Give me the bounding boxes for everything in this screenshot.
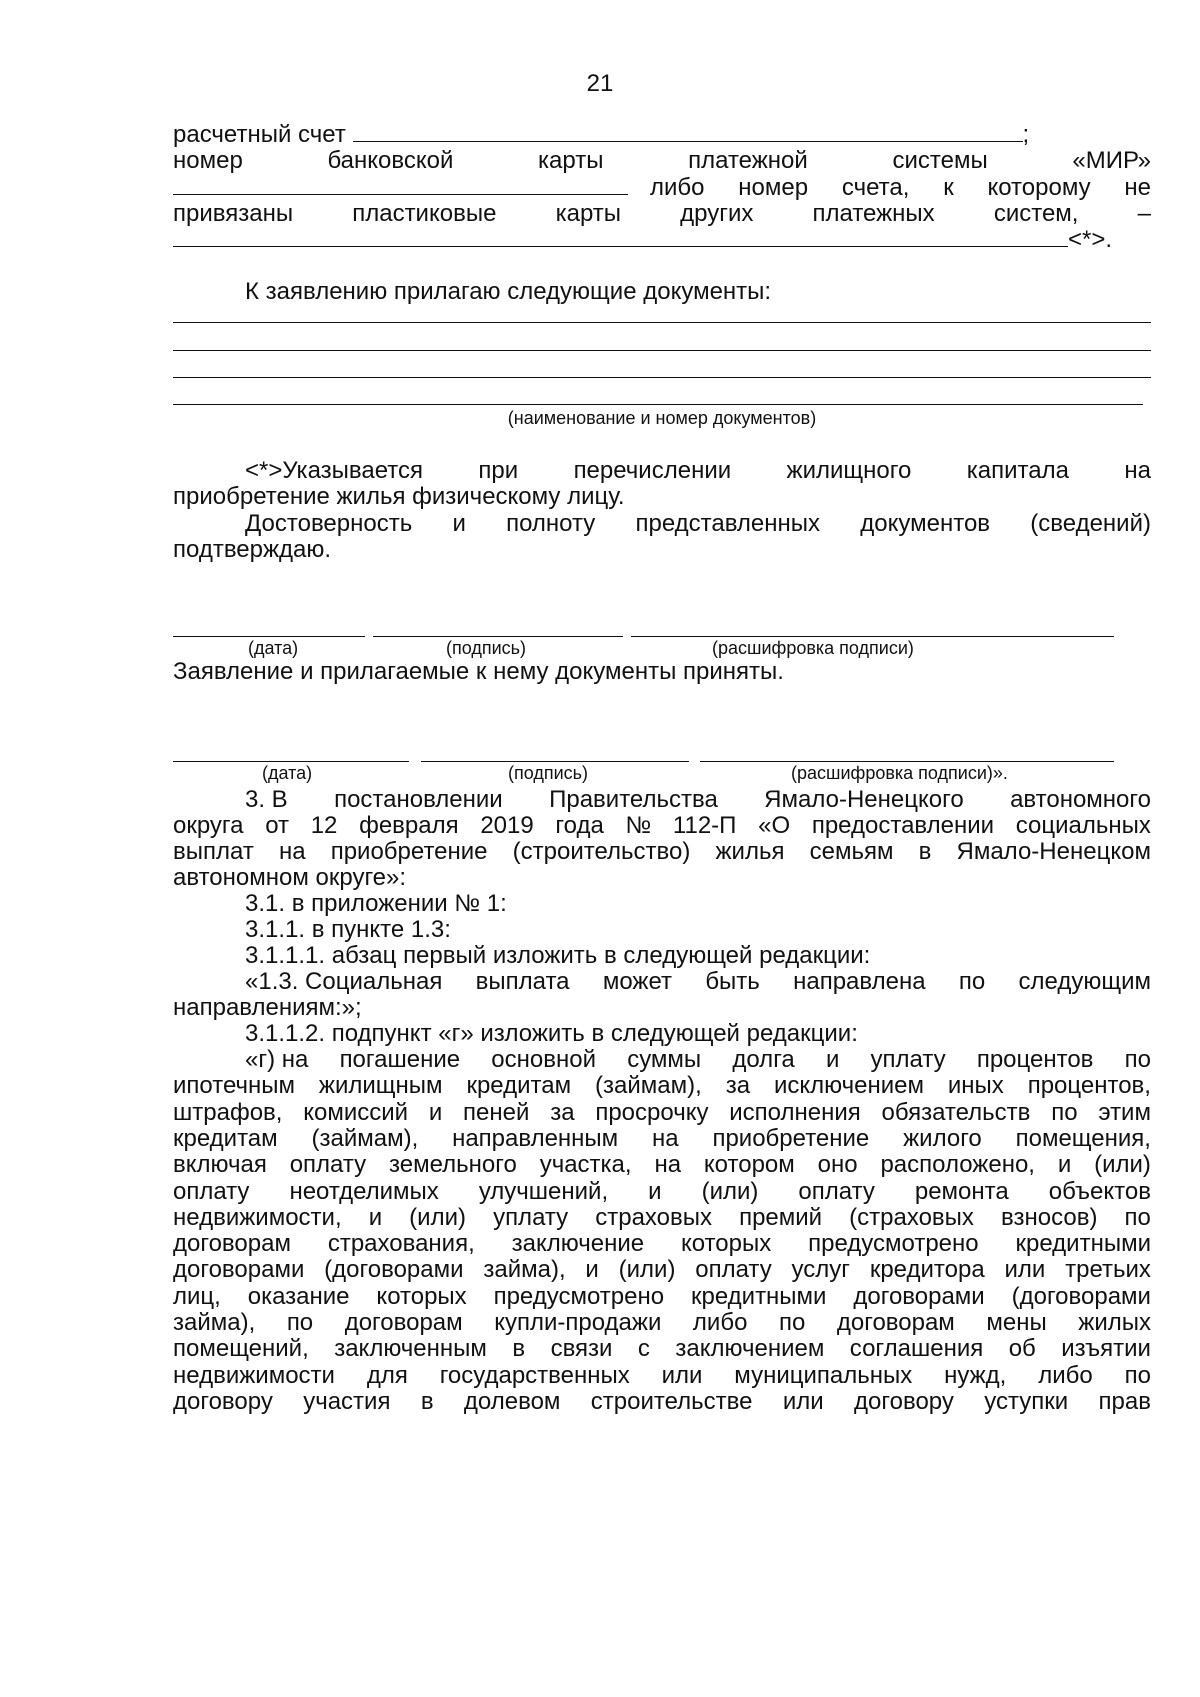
word: платежной <box>688 147 808 174</box>
word: лиц, <box>173 1282 221 1310</box>
word: оплату <box>695 1256 772 1284</box>
word: перечислении <box>573 457 732 484</box>
word: договорам <box>344 1309 463 1336</box>
word: недвижимости <box>173 1361 335 1389</box>
g-line <box>173 1256 1151 1284</box>
word: 3. В <box>245 786 288 813</box>
word: по <box>1124 1361 1151 1389</box>
word: долга <box>732 1046 795 1073</box>
account-line <box>173 121 1151 149</box>
confirm-line-2: подтверждаю. <box>173 536 332 563</box>
word: по <box>286 1309 314 1336</box>
word: на <box>654 1151 682 1179</box>
g-line <box>173 1046 1151 1074</box>
signature-decode-caption-1: (расшифровка подписи) <box>712 638 914 658</box>
word: кредитными <box>690 1282 827 1310</box>
word: по <box>1124 1046 1151 1073</box>
word: котором <box>703 1151 795 1179</box>
word: договорам <box>836 1309 955 1336</box>
word: номер <box>173 147 243 174</box>
word: направлена <box>793 968 926 995</box>
word: Ямало-Ненецком <box>956 838 1151 865</box>
word: жилищного <box>786 457 912 484</box>
word: услуг <box>791 1256 851 1284</box>
signature-caption-1: (подпись) <box>446 638 527 658</box>
account-blank <box>353 121 1023 142</box>
word: (строительство) <box>512 838 691 865</box>
word: кредитора <box>869 1256 985 1284</box>
word: оплату <box>173 1177 250 1205</box>
p3-line-4: автономном округе»: <box>173 864 407 891</box>
word: округа <box>173 812 244 839</box>
word: жилых <box>1078 1309 1151 1336</box>
word: постановлении <box>334 786 503 813</box>
word: (или) <box>701 1177 759 1205</box>
word: по <box>958 968 986 995</box>
word: соглашения <box>849 1335 984 1363</box>
word: (договорами <box>1011 1282 1151 1310</box>
word: на <box>652 1124 679 1152</box>
word: выплат <box>173 838 254 865</box>
word: выплата <box>475 968 570 995</box>
word: и <box>585 1256 599 1284</box>
word: исключением <box>773 1072 924 1100</box>
word: или <box>782 1387 824 1415</box>
word: недвижимости, <box>173 1203 342 1231</box>
alt-account-text <box>650 174 1151 202</box>
footnote-line-2: приобретение жилья физическому лицу. <box>173 483 625 510</box>
word: оплату <box>289 1151 367 1179</box>
word: и <box>452 510 466 537</box>
word: социальных <box>1015 812 1151 839</box>
word: муниципальных <box>734 1361 913 1389</box>
word: приобретение <box>712 1124 870 1152</box>
word: автономного <box>1010 786 1151 813</box>
word: 2019 <box>480 812 534 839</box>
word: договорам <box>173 1230 291 1258</box>
word: займа), <box>483 1256 566 1284</box>
word: 112-П <box>672 812 737 839</box>
other-account-line <box>173 226 1151 254</box>
attachment-line-2 <box>173 350 1151 351</box>
word: и <box>825 1046 840 1073</box>
word: по <box>1124 1203 1151 1231</box>
word: включая <box>173 1151 267 1179</box>
word: оказание <box>247 1282 350 1310</box>
word: пластиковые <box>352 200 497 227</box>
word: ипотечным <box>173 1072 296 1100</box>
word: процентов <box>976 1046 1094 1073</box>
word: (займам), <box>595 1072 702 1100</box>
word: (или) <box>409 1203 466 1231</box>
word: мены <box>986 1309 1047 1336</box>
word: объектов <box>1048 1177 1151 1205</box>
word: связи <box>550 1335 613 1363</box>
p3-line-3 <box>173 838 1151 866</box>
word: страховых <box>595 1203 712 1231</box>
item-3-1-1: 3.1.1. в пункте 1.3: <box>245 916 451 943</box>
word: кредитными <box>1015 1230 1151 1258</box>
word: помещения, <box>1015 1124 1151 1152</box>
word: от <box>265 812 289 839</box>
word: № <box>625 812 652 839</box>
word: в <box>512 1335 526 1363</box>
card-number-blank <box>173 174 628 195</box>
word: «1.3. Социальная <box>245 968 443 995</box>
g-line <box>173 1125 1151 1153</box>
word: займа), <box>173 1309 256 1336</box>
card-line <box>173 147 1151 175</box>
word: при <box>478 457 519 484</box>
word: семьям <box>809 838 894 865</box>
word: штрафов, <box>173 1098 283 1126</box>
word: участия <box>303 1387 391 1415</box>
word: за <box>725 1072 751 1100</box>
word: жилья <box>715 838 785 865</box>
word: взносов) <box>1001 1203 1098 1231</box>
word: счета, <box>841 174 910 201</box>
g-line <box>173 1072 1151 1100</box>
word: кредитам <box>173 1124 278 1152</box>
word: оно <box>817 1151 858 1179</box>
g-line <box>173 1362 1151 1390</box>
word: платежных <box>812 200 935 227</box>
signature-line-2 <box>421 761 689 762</box>
word: земельного <box>389 1151 517 1179</box>
word: систем, <box>993 200 1079 227</box>
word: банковской <box>327 147 454 174</box>
account-label: расчетный счет <box>173 121 346 148</box>
word: комиссий <box>303 1098 409 1126</box>
word: просрочку <box>595 1098 709 1126</box>
quote-1-3-line-1 <box>173 968 1151 996</box>
word: об <box>1008 1335 1036 1363</box>
word: с <box>637 1335 650 1363</box>
word: договорами <box>853 1282 985 1310</box>
signature-decode-line-1 <box>631 636 1114 637</box>
date-line-2 <box>173 761 409 762</box>
word: строительстве <box>590 1387 753 1415</box>
attachment-line-1 <box>173 322 1151 323</box>
page-number: 21 <box>586 70 614 97</box>
footnote-mark: <*>. <box>1068 226 1113 253</box>
confirm-line-1 <box>173 510 1151 538</box>
word: Ямало-Ненецкого <box>764 786 964 813</box>
footnote-line-1 <box>173 457 1151 485</box>
word: либо <box>650 174 705 201</box>
word: предусмотрено <box>808 1230 979 1258</box>
word: (сведений) <box>1030 510 1151 537</box>
word: полноту <box>506 510 596 537</box>
word: которых <box>376 1282 467 1310</box>
word: кредитам <box>466 1072 572 1100</box>
g-line <box>173 1204 1151 1232</box>
word: предусмотрено <box>493 1282 665 1310</box>
word: системы <box>892 147 988 174</box>
word: «О <box>758 812 791 839</box>
word: на <box>1124 457 1151 484</box>
plastic-cards-line <box>173 200 1151 228</box>
word: года <box>555 812 604 839</box>
word: договорами <box>173 1256 305 1284</box>
word: пеней <box>463 1098 530 1126</box>
word: (или) <box>618 1256 676 1284</box>
g-line <box>173 1151 1151 1179</box>
word: или <box>661 1361 703 1389</box>
g-line <box>173 1309 1151 1337</box>
g-line <box>173 1230 1151 1258</box>
word: направленным <box>452 1124 619 1152</box>
word: на <box>278 838 306 865</box>
word: (займам), <box>311 1124 419 1152</box>
item-3-1-1-2: 3.1.1.2. подпункт «г» изложить в следующей редакции: <box>245 1020 858 1047</box>
word: ремонта <box>914 1177 1009 1205</box>
item-3-1: 3.1. в приложении № 1: <box>245 890 507 917</box>
g-line <box>173 1178 1151 1206</box>
word: быть <box>705 968 760 995</box>
accepted-text: Заявление и прилагаемые к нему документы приняты. <box>173 658 784 685</box>
word: исполнения <box>729 1098 861 1126</box>
word: не <box>1124 174 1151 201</box>
word: других <box>680 200 754 227</box>
word: премий <box>739 1203 823 1231</box>
item-3-1-1-1: 3.1.1.1. абзац первый изложить в следующей редакции: <box>245 942 871 969</box>
word: по <box>778 1309 806 1336</box>
p3-line-2 <box>173 812 1151 840</box>
g-line <box>173 1283 1151 1311</box>
word: по <box>1051 1098 1078 1126</box>
p3-line-1 <box>173 786 1151 814</box>
word: погашение <box>339 1046 461 1073</box>
word: жилого <box>903 1124 982 1152</box>
signature-line-1 <box>373 636 623 637</box>
word: (страховых <box>849 1203 974 1231</box>
g-line <box>173 1099 1151 1127</box>
word: которому <box>987 174 1091 201</box>
word: может <box>602 968 673 995</box>
word: и <box>648 1177 662 1205</box>
word: к <box>943 174 954 201</box>
word: уплату <box>493 1203 569 1231</box>
word: участка, <box>539 1151 632 1179</box>
word: и <box>368 1203 383 1231</box>
word: Правительства <box>549 786 718 813</box>
word: третьих <box>1065 1256 1151 1284</box>
word: либо <box>692 1309 748 1336</box>
word: жилищным <box>318 1072 443 1100</box>
word: уступки <box>984 1387 1069 1415</box>
alt-account-line <box>173 174 1151 202</box>
word: прав <box>1098 1387 1151 1415</box>
word: договору <box>854 1387 954 1415</box>
account-end: ; <box>1022 121 1030 148</box>
signature-decode-caption-2: (расшифровка подписи)». <box>791 763 1008 783</box>
attachment-line-3 <box>173 377 1151 378</box>
word: февраля <box>359 812 459 839</box>
signature-caption-2: (подпись) <box>508 763 589 783</box>
word: и <box>1057 1151 1072 1179</box>
word: Достоверность <box>245 510 413 537</box>
word: представленных <box>635 510 821 537</box>
word: (или) <box>1094 1151 1151 1179</box>
word: обязательств <box>881 1098 1031 1126</box>
word: помещений, <box>173 1335 309 1363</box>
word: купли-продажи <box>494 1309 662 1336</box>
word: для <box>366 1361 408 1389</box>
word: долевом <box>463 1387 561 1415</box>
word: в <box>420 1387 434 1415</box>
word: неотделимых <box>289 1177 439 1205</box>
word: суммы <box>627 1046 702 1073</box>
word: иных <box>947 1072 1004 1100</box>
word: карты <box>555 200 621 227</box>
date-caption-1: (дата) <box>248 638 299 658</box>
word: номер <box>738 174 809 201</box>
word: договору <box>173 1387 273 1415</box>
word: карты <box>538 147 604 174</box>
attachments-intro: К заявлению прилагаю следующие документы: <box>245 278 772 305</box>
word: заключением <box>675 1335 825 1363</box>
word: страхования, <box>327 1230 475 1258</box>
word: приобретение <box>330 838 488 865</box>
word: «г) на <box>245 1046 309 1073</box>
word: за <box>550 1098 575 1126</box>
word: или <box>1004 1256 1046 1284</box>
g-line <box>173 1335 1151 1363</box>
word: процентов, <box>1027 1072 1151 1100</box>
date-line-1 <box>173 636 365 637</box>
attachment-line-4 <box>173 404 1143 405</box>
word: «МИР» <box>1072 147 1151 174</box>
word: (договорами <box>324 1256 464 1284</box>
word: которых <box>680 1230 772 1258</box>
word: предоставлении <box>811 812 995 839</box>
word: – <box>1137 200 1151 227</box>
word: расположено, <box>880 1151 1035 1179</box>
g-line <box>173 1388 1151 1416</box>
other-account-blank <box>173 226 1068 247</box>
word: заключенным <box>334 1335 487 1363</box>
word: изъятии <box>1061 1335 1151 1363</box>
word: либо <box>1038 1361 1093 1389</box>
word: и <box>428 1098 443 1126</box>
quote-1-3-line-2: направлениям:»; <box>173 994 362 1021</box>
word: государственных <box>439 1361 630 1389</box>
word: капитала <box>966 457 1069 484</box>
word: в <box>918 838 932 865</box>
word: уплату <box>870 1046 946 1073</box>
word: улучшений, <box>478 1177 609 1205</box>
word: документов <box>860 510 991 537</box>
word: привязаны <box>173 200 294 227</box>
word: нужд, <box>944 1361 1007 1389</box>
signature-decode-line-2 <box>700 761 1114 762</box>
word: следующим <box>1018 968 1151 995</box>
word: основной <box>491 1046 596 1073</box>
word: <*>Указывается <box>245 457 423 484</box>
word: заключение <box>511 1230 645 1258</box>
word: этим <box>1098 1098 1151 1126</box>
word: оплату <box>798 1177 875 1205</box>
attachments-caption: (наименование и номер документов) <box>507 408 817 428</box>
word: 12 <box>310 812 338 839</box>
date-caption-2: (дата) <box>262 763 313 783</box>
